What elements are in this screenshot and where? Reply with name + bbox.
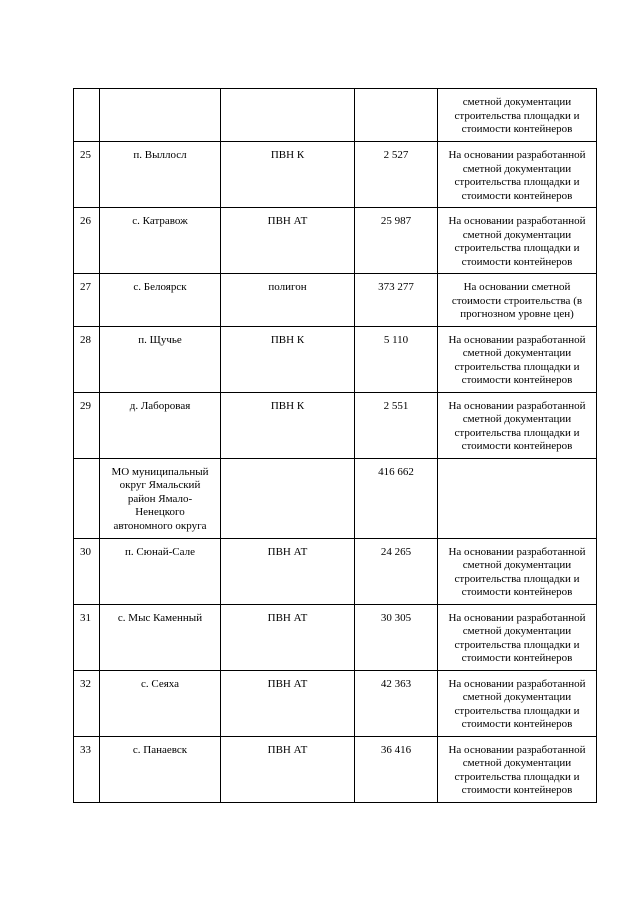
settlement-name: п. Выллосл [100,142,221,208]
settlement-name: с. Катравож [100,208,221,274]
settlement-name: п. Щучье [100,326,221,392]
cost-basis: На основании сметной стоимости строительства (в прогнозном уровне цен) [438,274,597,327]
table-row [74,538,597,604]
cost-basis: На основании разработанной сметной документации строительства площадки и стоимости контейнеров [438,670,597,736]
facility-type: ПВН К [221,142,355,208]
cost-basis: На основании разработанной сметной документации строительства площадки и стоимости контейнеров [438,736,597,802]
row-number: 28 [74,326,100,392]
facility-type: ПВН АТ [221,670,355,736]
facility-type: ПВН К [221,326,355,392]
district-name: МО муниципальный округ Ямальский район Ямало- Ненецкого автономного округа [100,458,221,538]
facility-type: ПВН К [221,392,355,458]
facility-type: ПВН АТ [221,736,355,802]
facility-type: ПВН АТ [221,604,355,670]
table-row [74,458,597,538]
settlement-name: п. Сюнай-Сале [100,538,221,604]
cost-amount: 2 527 [355,142,438,208]
cost-table [73,88,597,803]
settlement-name [100,89,221,142]
cost-amount: 24 265 [355,538,438,604]
row-number: 32 [74,670,100,736]
row-number: 31 [74,604,100,670]
row-number: 26 [74,208,100,274]
cost-amount: 2 551 [355,392,438,458]
cost-basis [438,458,597,538]
cost-amount: 373 277 [355,274,438,327]
cost-amount [355,89,438,142]
cost-amount: 42 363 [355,670,438,736]
row-number: 25 [74,142,100,208]
cost-amount: 5 110 [355,326,438,392]
facility-type: ПВН АТ [221,208,355,274]
settlement-name: с. Панаевск [100,736,221,802]
cost-basis: На основании разработанной сметной документации строительства площадки и стоимости контейнеров [438,208,597,274]
row-number [74,89,100,142]
row-number: 30 [74,538,100,604]
cost-basis: На основании разработанной сметной документации строительства площадки и стоимости контейнеров [438,604,597,670]
table-row [74,604,597,670]
settlement-name: с. Мыс Каменный [100,604,221,670]
facility-type [221,458,355,538]
table-row [74,142,597,208]
district-total: 416 662 [355,458,438,538]
row-number: 27 [74,274,100,327]
facility-type: полигон [221,274,355,327]
facility-type [221,89,355,142]
table-row [74,274,597,327]
cost-amount: 36 416 [355,736,438,802]
facility-type: ПВН АТ [221,538,355,604]
row-number: 33 [74,736,100,802]
cost-basis: На основании разработанной сметной документации строительства площадки и стоимости контейнеров [438,538,597,604]
settlement-name: с. Сеяха [100,670,221,736]
settlement-name: с. Белоярск [100,274,221,327]
table-row [74,670,597,736]
cost-amount: 25 987 [355,208,438,274]
settlement-name: д. Лаборовая [100,392,221,458]
cost-basis: На основании разработанной сметной документации строительства площадки и стоимости контейнеров [438,142,597,208]
row-number: 29 [74,392,100,458]
table-row [74,208,597,274]
cost-basis: сметной документации строительства площадки и стоимости контейнеров [438,89,597,142]
table-row [74,89,597,142]
row-number [74,458,100,538]
table-row [74,326,597,392]
cost-basis: На основании разработанной сметной документации строительства площадки и стоимости контейнеров [438,392,597,458]
table-row [74,392,597,458]
table-row [74,736,597,802]
cost-basis: На основании разработанной сметной документации строительства площадки и стоимости контейнеров [438,326,597,392]
cost-amount: 30 305 [355,604,438,670]
